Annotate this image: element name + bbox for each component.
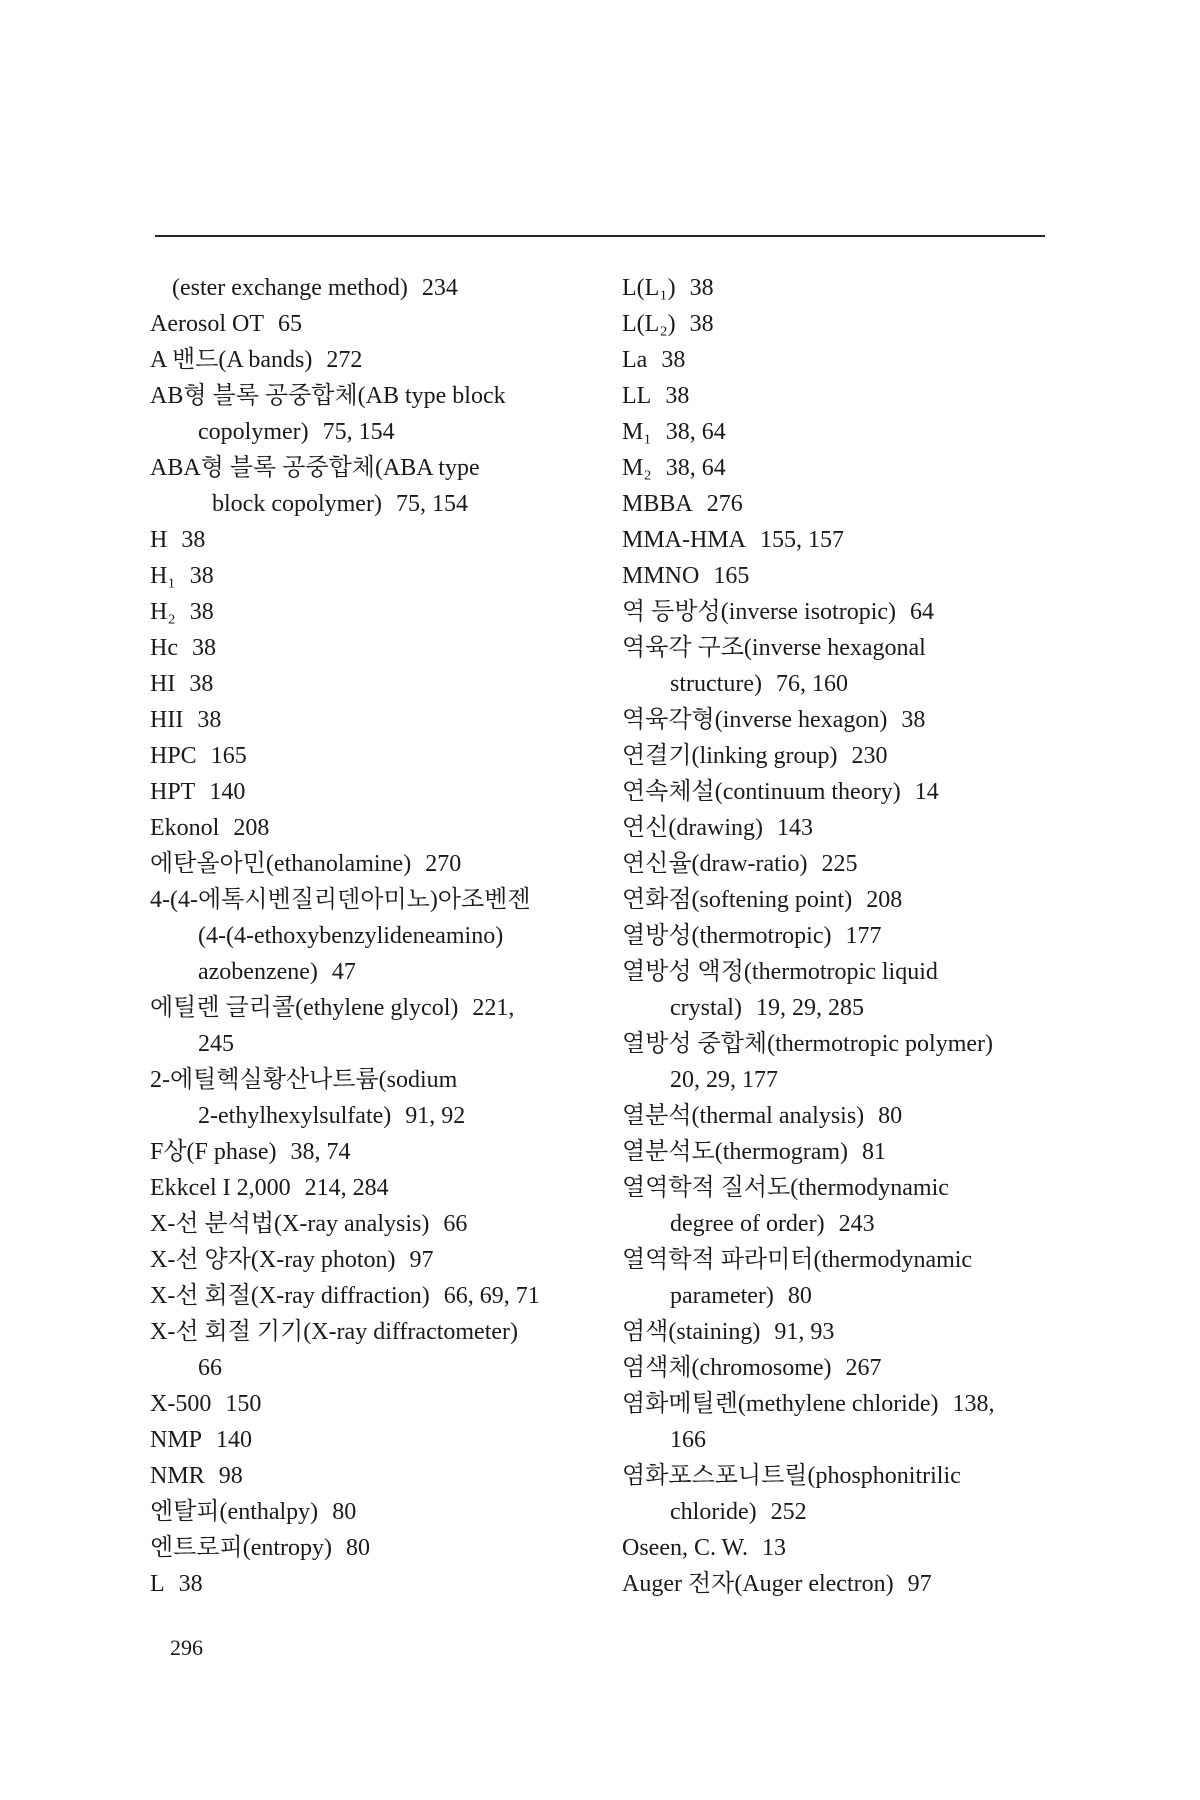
index-term: Aerosol OT [150,311,264,337]
index-entry [622,738,1072,774]
index-term: 열방성(thermotropic) [622,923,832,949]
index-entry [622,702,1072,738]
index-entry [150,810,600,846]
index-pages: 75, 154 [395,491,468,517]
index-term: 연결기(linking group) [622,743,838,769]
index-pages: 91, 93 [774,1319,835,1345]
index-pages: 76, 160 [775,671,848,697]
index-entry [150,1278,600,1314]
index-entry [150,306,600,342]
index-term: HI [150,671,176,697]
index-term: LL [622,383,652,409]
index-term: X-500 [150,1391,212,1417]
index-pages: 81 [862,1139,887,1165]
index-term: 염색체(chromosome) [622,1355,832,1381]
index-term: 역육각형(inverse hexagon) [622,707,888,733]
index-term: 연신(drawing) [622,815,763,841]
index-entry [622,1206,1072,1242]
index-entry [622,558,1072,594]
index-term: NMP [150,1427,203,1453]
index-term: 245 [198,1031,234,1057]
index-entry [150,1458,600,1494]
index-column-left [150,270,600,1602]
index-entry [622,306,1072,342]
index-pages: 38 [665,383,690,409]
index-entry [622,450,1072,486]
index-term: 염화메틸렌(methylene chloride) [622,1391,939,1417]
index-pages: 38 [197,707,222,733]
index-pages: 38 [689,275,714,301]
index-pages: 80 [332,1499,357,1525]
index-entry [150,486,600,522]
index-term: L(L₂) [622,311,676,337]
index-term: 에탄올아민(ethanolamine) [150,851,412,877]
index-term: 2-ethylhexylsulfate) [198,1103,392,1129]
index-pages: 97 [907,1571,932,1597]
index-entry [622,594,1072,630]
index-term: X-선 회절(X-ray diffraction) [150,1283,430,1309]
index-term: 열역학적 질서도(thermodynamic [622,1175,949,1201]
index-entry [150,918,600,954]
index-term: 4-(4-에톡시벤질리덴아미노)아조벤젠 [150,887,531,913]
index-term: 에틸렌 글리콜(ethylene glycol) [150,995,459,1021]
index-term: degree of order) [670,1211,825,1237]
index-entry [622,990,1072,1026]
index-entry [622,1422,1072,1458]
index-entry [622,522,1072,558]
index-entry [622,270,1072,306]
index-pages: 177 [845,923,882,949]
index-term: 엔트로피(entropy) [150,1535,333,1561]
index-pages: 140 [209,779,246,805]
index-pages: 272 [326,347,363,373]
index-entry [622,1350,1072,1386]
index-entry [622,378,1072,414]
header-rule [155,235,1045,237]
index-term: X-선 분석법(X-ray analysis) [150,1211,430,1237]
index-term: NMR [150,1463,205,1489]
index-entry [150,1134,600,1170]
index-entry [622,882,1072,918]
index-entry [150,558,600,594]
index-term: 연속체설(continuum theory) [622,779,901,805]
index-pages: 140 [216,1427,253,1453]
index-pages: 155, 157 [760,527,845,553]
index-term: F상(F phase) [150,1139,277,1165]
index-term: Oseen, C. W. [622,1535,748,1561]
index-entry [622,1494,1072,1530]
index-entry [150,630,600,666]
index-entry [150,954,600,990]
index-pages: 80 [346,1535,371,1561]
index-entry [150,594,600,630]
index-entry [622,666,1072,702]
index-term: 연신율(draw-ratio) [622,851,808,877]
index-entry [622,918,1072,954]
index-term: 166 [670,1427,706,1453]
index-pages: 150 [225,1391,262,1417]
index-entry [150,450,600,486]
index-entry [150,1494,600,1530]
index-entry [622,1386,1072,1422]
index-entry [150,846,600,882]
index-entry [622,486,1072,522]
index-term: M₁ [622,419,652,445]
index-pages: 80 [878,1103,903,1129]
index-pages: 19, 29, 285 [755,995,864,1021]
index-term: HII [150,707,184,733]
index-term: HPC [150,743,197,769]
index-term: AB형 블록 공중합체(AB type block [150,383,506,409]
index-term: A 밴드(A bands) [150,347,313,373]
index-pages: 252 [770,1499,807,1525]
index-pages: 267 [845,1355,882,1381]
index-entry [622,1242,1072,1278]
index-term: 열분석도(thermogram) [622,1139,849,1165]
index-term: 역 등방성(inverse isotropic) [622,599,897,625]
index-entry [622,1530,1072,1566]
index-term: (4-(4-ethoxybenzylideneamino) [198,923,504,949]
index-term: HPT [150,779,196,805]
index-entry [622,1026,1072,1062]
index-entry [150,1386,600,1422]
index-term: 66 [198,1355,222,1381]
index-term: block copolymer) [212,491,382,517]
index-entry [622,342,1072,378]
index-term: Auger 전자(Auger electron) [622,1571,894,1597]
index-pages: 91, 92 [405,1103,466,1129]
index-pages: 165 [210,743,247,769]
index-entry [150,1350,600,1386]
index-pages: 38, 74 [290,1139,351,1165]
index-entry [622,414,1072,450]
index-entry [150,1422,600,1458]
index-entry [150,522,600,558]
index-entry [150,738,600,774]
index-term: La [622,347,648,373]
index-pages: 270 [425,851,462,877]
index-pages: 214, 284 [304,1175,389,1201]
index-pages: 208 [866,887,903,913]
index-term: 역육각 구조(inverse hexagonal [622,635,926,661]
index-pages: 66 [443,1211,468,1237]
index-term: H [150,527,168,553]
index-term: 연화점(softening point) [622,887,853,913]
index-term: 20, 29, 177 [670,1067,778,1093]
index-column-right [622,270,1072,1602]
index-pages: 38 [661,347,686,373]
index-entry [622,774,1072,810]
index-entry [150,414,600,450]
index-pages: 98 [218,1463,243,1489]
index-pages: 64 [910,599,935,625]
index-entry [622,1566,1072,1602]
index-entry [150,1062,600,1098]
index-entry [150,702,600,738]
index-pages: 221, [472,995,515,1021]
index-pages: 276 [706,491,743,517]
index-entry [150,1098,600,1134]
index-term: 열방성 액정(thermotropic liquid [622,959,938,985]
index-pages: 165 [713,563,750,589]
index-term: L [150,1571,165,1597]
index-pages: 80 [787,1283,812,1309]
index-term: L(L₁) [622,275,676,301]
index-pages: 38 [189,671,214,697]
index-term: 2-에틸헥실황산나트륨(sodium [150,1067,458,1093]
index-pages: 138, [952,1391,995,1417]
index-term: azobenzene) [198,959,318,985]
index-term: 열역학적 파라미터(thermodynamic [622,1247,973,1273]
index-entry [622,810,1072,846]
index-entry [150,1566,600,1602]
index-pages: 66, 69, 71 [443,1283,540,1309]
index-pages: 208 [233,815,270,841]
index-entry [622,1314,1072,1350]
index-entry [622,1278,1072,1314]
index-term: 엔탈피(enthalpy) [150,1499,319,1525]
index-entry [150,1530,600,1566]
index-pages: 38 [191,635,216,661]
index-term: parameter) [670,1283,774,1309]
index-pages: 14 [914,779,939,805]
index-term: M₂ [622,455,652,481]
index-pages: 234 [421,275,458,301]
index-term: ABA형 블록 공중합체(ABA type [150,455,480,481]
index-term: MMA-HMA [622,527,747,553]
index-entry [622,1458,1072,1494]
index-entry [622,846,1072,882]
index-term: X-선 회절 기기(X-ray diffractometer) [150,1319,519,1345]
index-pages: 38 [901,707,926,733]
index-entry [150,882,600,918]
index-pages: 243 [838,1211,875,1237]
index-term: (ester exchange method) [172,275,408,301]
index-term: crystal) [670,995,742,1021]
index-entry [622,1062,1072,1098]
index-entry [622,630,1072,666]
index-entry [150,270,600,306]
index-entry [150,774,600,810]
index-entry [150,990,600,1026]
index-term: Ekonol [150,815,220,841]
index-term: 염화포스포니트릴(phosphonitrilic [622,1463,961,1489]
index-term: 열방성 중합체(thermotropic polymer) [622,1031,994,1057]
index-term: H₂ [150,599,176,625]
index-entry [150,666,600,702]
index-pages: 38 [689,311,714,337]
index-pages: 75, 154 [322,419,395,445]
index-entry [622,954,1072,990]
index-term: chloride) [670,1499,757,1525]
index-term: copolymer) [198,419,309,445]
index-entry [150,1026,600,1062]
index-pages: 97 [409,1247,434,1273]
index-term: 열분석(thermal analysis) [622,1103,865,1129]
index-entry [622,1134,1072,1170]
index-term: Ekkcel I 2,000 [150,1175,291,1201]
index-pages: 47 [331,959,356,985]
index-term: H₁ [150,563,176,589]
index-entry [150,1206,600,1242]
index-entry [150,342,600,378]
index-entry [150,1242,600,1278]
index-pages: 38 [189,599,214,625]
index-pages: 143 [777,815,813,841]
index-pages: 13 [762,1535,786,1561]
index-entry [150,1170,600,1206]
index-term: 염색(staining) [622,1319,761,1345]
index-pages: 38 [178,1571,203,1597]
index-pages: 38 [189,563,214,589]
index-entry [150,1314,600,1350]
index-pages: 38, 64 [665,419,726,445]
index-pages: 225 [821,851,858,877]
index-term: MMNO [622,563,700,589]
index-pages: 230 [851,743,888,769]
index-entry [622,1170,1072,1206]
index-term: Hc [150,635,178,661]
index-pages: 65 [277,311,302,337]
index-entry [622,1098,1072,1134]
page-number: 296 [170,1635,203,1660]
index-pages: 38 [181,527,206,553]
index-term: MBBA [622,491,693,517]
index-term: structure) [670,671,762,697]
index-entry [150,378,600,414]
index-term: X-선 양자(X-ray photon) [150,1247,396,1273]
index-pages: 38, 64 [665,455,726,481]
